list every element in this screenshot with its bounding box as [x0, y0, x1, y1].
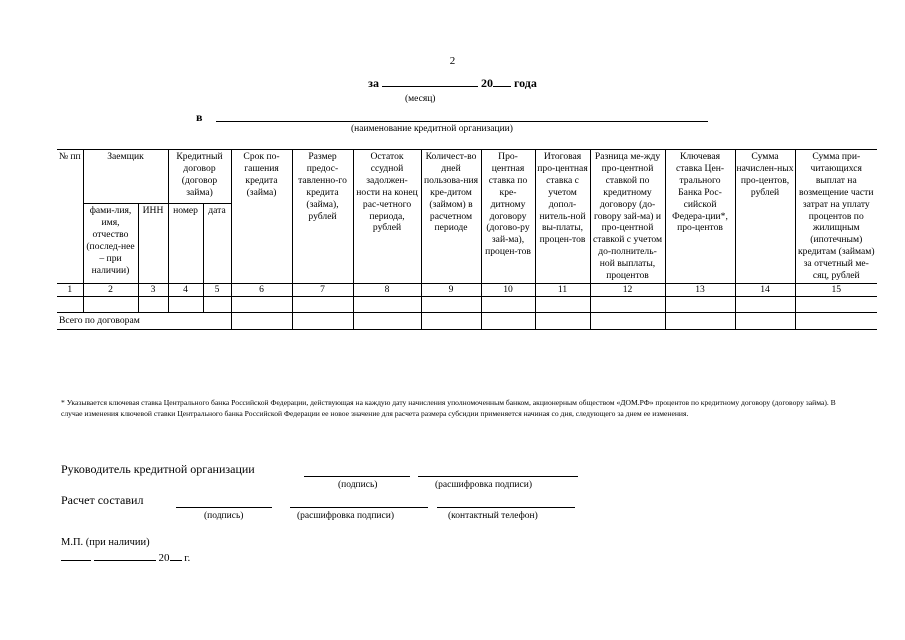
- header-borrower-name: фами-лия, имя, отчество (послед-нее – при наличии): [83, 204, 138, 284]
- header-accrued: Сумма начислен-ных про-центов, рублей: [735, 150, 795, 284]
- column-number: 3: [138, 283, 168, 296]
- table-cell[interactable]: [231, 312, 292, 329]
- table-cell[interactable]: [57, 296, 83, 312]
- year-prefix: 20: [480, 76, 493, 90]
- table-cell[interactable]: [353, 312, 421, 329]
- bank-prefix: в: [196, 110, 203, 124]
- header-contract-date: дата: [203, 204, 231, 284]
- header-difference: Разница ме-жду про-центной ставкой по кредитному договору (до-говору зай-ма) и про-центной ставкой с учетом до-полнитель-ной выплаты, процентов: [590, 150, 665, 284]
- header-borrower: Заемщик: [83, 150, 168, 204]
- head-label: Руководитель кредитной организации: [61, 462, 255, 476]
- head-decoding-caption: (расшифровка подписи): [435, 480, 532, 490]
- header-days: Количест-во дней пользова-ния кре-дитом (займом) в расчетном периоде: [421, 150, 481, 284]
- table-cell[interactable]: [735, 312, 795, 329]
- bank-name-blank: [216, 121, 708, 122]
- header-contract: Кредитный договор (договор займа): [168, 150, 231, 204]
- month-caption: (месяц): [405, 94, 436, 104]
- table-cell[interactable]: [292, 312, 353, 329]
- table-cell[interactable]: [353, 296, 421, 312]
- prepared-signature-field[interactable]: [176, 507, 272, 508]
- total-row: [57, 312, 877, 329]
- head-signature-field[interactable]: [304, 476, 410, 477]
- prepared-phone-field[interactable]: [437, 507, 575, 508]
- column-number: 5: [203, 283, 231, 296]
- header-borrower-inn: ИНН: [138, 204, 168, 284]
- table-cell[interactable]: [665, 296, 735, 312]
- prepared-phone-caption: (контактный телефон): [448, 511, 538, 521]
- year-suffix: года: [513, 76, 537, 90]
- year-blank: [493, 76, 511, 87]
- table-cell[interactable]: [83, 296, 138, 312]
- table-cell[interactable]: [665, 312, 735, 329]
- head-signature-caption: (подпись): [338, 480, 378, 490]
- day-blank[interactable]: [61, 550, 91, 561]
- head-decoding-field[interactable]: [418, 476, 578, 477]
- column-number: 13: [665, 283, 735, 296]
- month-blank: [382, 76, 478, 87]
- calculation-table: [57, 149, 877, 330]
- column-number: 1: [57, 283, 83, 296]
- prepared-decoding-caption: (расшифровка подписи): [297, 511, 394, 521]
- table-cell[interactable]: [292, 296, 353, 312]
- header-balance: Остаток ссудной задолжен-ности на конец рас-четного периода, рублей: [353, 150, 421, 284]
- prepared-signature-caption: (подпись): [204, 511, 244, 521]
- prepared-decoding-field[interactable]: [290, 507, 428, 508]
- period-prefix: за: [368, 76, 379, 90]
- table-cell[interactable]: [535, 296, 590, 312]
- table-cell[interactable]: [795, 312, 877, 329]
- column-number: 2: [83, 283, 138, 296]
- header-amount: Размер предос-тавленно-го кредита (займа), рублей: [292, 150, 353, 284]
- date-year-blank[interactable]: [170, 550, 182, 561]
- date-year-prefix: 20: [158, 552, 170, 564]
- period-line: [0, 76, 905, 91]
- column-number: 7: [292, 283, 353, 296]
- date-line: [61, 550, 190, 564]
- column-number: 12: [590, 283, 665, 296]
- table-cell[interactable]: [590, 296, 665, 312]
- column-number: 14: [735, 283, 795, 296]
- column-number: 10: [481, 283, 535, 296]
- header-rate: Про-центная ставка по кре-дитному договору (догово-ру зай-ма), процен-тов: [481, 150, 535, 284]
- header-contract-number: номер: [168, 204, 203, 284]
- page-number: 2: [449, 55, 456, 67]
- table-cell[interactable]: [231, 296, 292, 312]
- table-cell[interactable]: [203, 296, 231, 312]
- table-cell[interactable]: [481, 312, 535, 329]
- footnote: * Указывается ключевая ставка Центрального банка Российской Федерации, действующая на каждую дату начисления уполномоченным банком, акционерным обществом «ДОМ.РФ» процентов по кредитному договору (договору займа). В случае изменения ключевой ставки Центрального банка Российской Федерации ее новое значение для расчета размера субсидии применяется начиная со дня, следующего за днем ее изменения.: [61, 398, 836, 418]
- header-key-rate: Ключевая ставка Цен-трального Банка Рос-сийской Федера-ции*, про-центов: [665, 150, 735, 284]
- table-cell[interactable]: [590, 312, 665, 329]
- column-number: 9: [421, 283, 481, 296]
- month-blank[interactable]: [94, 550, 156, 561]
- table-cell[interactable]: [795, 296, 877, 312]
- header-no: № пп: [57, 150, 83, 284]
- table-cell[interactable]: [421, 296, 481, 312]
- column-number: 6: [231, 283, 292, 296]
- stamp-label: М.П. (при наличии): [61, 537, 150, 548]
- table-cell[interactable]: [138, 296, 168, 312]
- column-number: 15: [795, 283, 877, 296]
- table-cell[interactable]: [535, 312, 590, 329]
- header-payments: Сумма при-читающихся выплат на возмещение части затрат на уплату процентов по жилищным (ипотечным) кредитам (займам) за отчетный ме-сяц, рублей: [795, 150, 877, 284]
- header-final-rate: Итоговая про-центная ставка с учетом допол-нитель-ной вы-платы, процен-тов: [535, 150, 590, 284]
- column-number: 11: [535, 283, 590, 296]
- bank-caption: (наименование кредитной организации): [351, 124, 513, 134]
- table-row: [57, 296, 877, 312]
- date-suffix: г.: [184, 552, 191, 564]
- table-cell[interactable]: [481, 296, 535, 312]
- table-cell[interactable]: [421, 312, 481, 329]
- table-cell[interactable]: [735, 296, 795, 312]
- table-cell[interactable]: [168, 296, 203, 312]
- total-label: Всего по договорам: [57, 312, 231, 329]
- column-number: 8: [353, 283, 421, 296]
- prepared-label: Расчет составил: [61, 493, 144, 507]
- column-number: 4: [168, 283, 203, 296]
- header-term: Срок по-гашения кредита (займа): [231, 150, 292, 284]
